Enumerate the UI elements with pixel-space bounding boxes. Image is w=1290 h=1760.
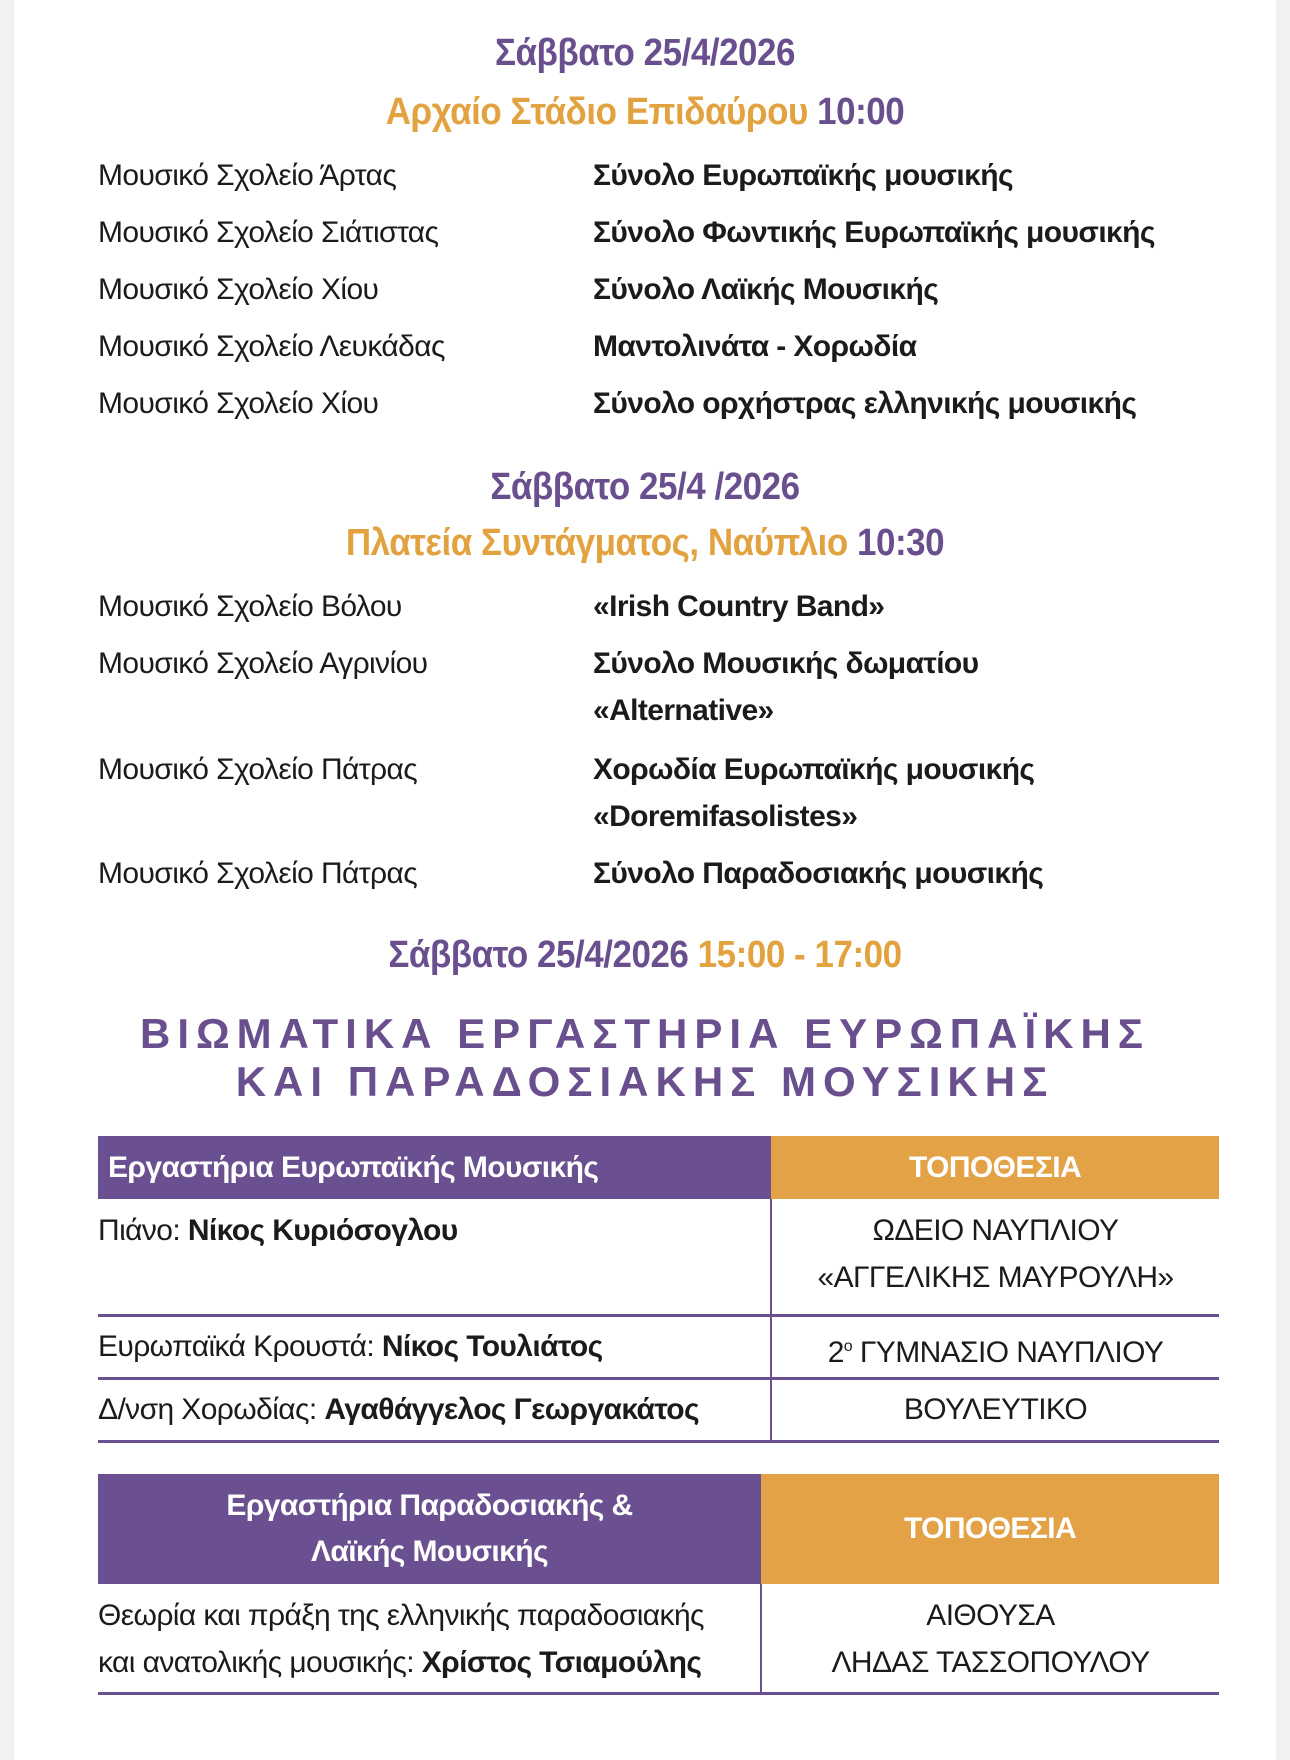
section3-time: 15:00 - 17:00 — [697, 934, 902, 976]
header-workshops — [98, 1474, 761, 1584]
school-name: Μουσικό Σχολείο Άρτας — [98, 159, 397, 192]
ensemble-name: Σύνολο Ευρωπαϊκής μουσικής — [593, 159, 1013, 192]
location-line1: ΓΥΜΝΑΣΙΟ ΝΑΥΠΛΙΟΥ — [859, 1336, 1164, 1369]
instructor-name: Νίκος Κυριόσογλου — [187, 1214, 458, 1247]
header-line2: Λαϊκής Μουσικής — [310, 1535, 549, 1568]
list-item — [98, 152, 1228, 202]
table-header — [98, 1474, 1219, 1584]
section3-date-line — [52, 934, 1239, 977]
ensemble-name: Σύνολο ορχήστρας ελληνικής μουσικής — [593, 387, 1137, 420]
section2-venue: Πλατεία Συντάγματος, Ναύπλιο — [345, 522, 848, 564]
list-item — [98, 640, 1228, 740]
location-line1: ΒΟΥΛΕΥΤΙΚΟ — [903, 1393, 1088, 1426]
workshop-label-line1: Θεωρία και πράξη της ελληνικής παραδοσιακής — [98, 1599, 704, 1632]
location-number: 2 — [827, 1336, 844, 1369]
section2-time: 10:30 — [856, 522, 945, 564]
list-item — [98, 850, 1228, 900]
workshops-heading-line1: ΒΙΩΜΑΤΙΚΑ ΕΡΓΑΣΤΗΡΙΑ ΕΥΡΩΠΑΪΚΗΣ — [140, 1010, 1150, 1057]
workshops-heading-line2: ΚΑΙ ΠΑΡΑΔΟΣΙΑΚΗΣ ΜΟΥΣΙΚΗΣ — [235, 1058, 1055, 1105]
school-name: Μουσικό Σχολείο Βόλου — [98, 590, 402, 623]
section3-date: Σάββατο 25/4/2026 — [388, 934, 689, 976]
location-line2: ΛΗΔΑΣ ΤΑΣΣΟΠΟΥΛΟΥ — [831, 1646, 1150, 1679]
section1-date: Σάββατο 25/4/2026 — [494, 32, 796, 74]
table-row — [98, 1584, 1219, 1694]
workshop-cell — [98, 1199, 771, 1316]
table-row — [98, 1316, 1219, 1379]
ensemble-name: «Irish Country Band» — [593, 590, 885, 623]
instructor-name: Αγαθάγγελος Γεωργακάτος — [324, 1393, 700, 1426]
table-header — [98, 1136, 1219, 1199]
section1-time: 10:00 — [817, 91, 905, 133]
instrument-label: Ευρωπαϊκά Κρουστά: — [98, 1330, 375, 1363]
section2-date: Σάββατο 25/4 /2026 — [490, 466, 800, 508]
workshop-cell — [98, 1584, 761, 1694]
school-name: Μουσικό Σχολείο Πάτρας — [98, 753, 418, 786]
school-name: Μουσικό Σχολείο Αγρινίου — [98, 647, 428, 680]
school-name: Μουσικό Σχολείο Πάτρας — [98, 857, 418, 890]
ensemble-subtitle: «Doremifasolistes» — [593, 800, 858, 833]
ensemble-name: Μαντολινάτα - Χορωδία — [593, 330, 917, 363]
ensemble-name: Σύνολο Λαϊκής Μουσικής — [593, 273, 939, 306]
ensemble-name: Χορωδία Ευρωπαϊκής μουσικής — [593, 753, 1035, 786]
table-row — [98, 1379, 1219, 1442]
list-item — [98, 209, 1228, 259]
header-workshops: Εργαστήρια Ευρωπαϊκής Μουσικής — [98, 1136, 771, 1199]
instructor-name: Χρίστος Τσιαμούλης — [421, 1646, 702, 1679]
workshop-label-line2: και ανατολικής μουσικής: — [98, 1646, 414, 1679]
location-cell — [771, 1199, 1219, 1316]
school-name: Μουσικό Σχολείο Χίου — [98, 273, 379, 306]
location-cell — [761, 1584, 1219, 1694]
list-item — [98, 746, 1228, 846]
traditional-workshops-table — [98, 1474, 1219, 1695]
header-location: ΤΟΠΟΘΕΣΙΑ — [771, 1136, 1219, 1199]
workshop-cell — [98, 1316, 771, 1379]
european-workshops-table — [98, 1136, 1219, 1443]
list-item — [98, 266, 1228, 316]
section1-venue-line — [52, 91, 1239, 134]
table-row — [98, 1199, 1219, 1316]
instrument-label: Δ/νση Χορωδίας: — [98, 1393, 317, 1426]
instrument-label: Πιάνο: — [98, 1214, 181, 1247]
school-name: Μουσικό Σχολείο Σιάτιστας — [98, 216, 439, 249]
location-line1: ΑΙΘΟΥΣΑ — [926, 1599, 1055, 1632]
section1-venue: Αρχαίο Στάδιο Επιδαύρου — [385, 91, 808, 133]
list-item — [98, 583, 1228, 633]
workshop-cell — [98, 1379, 771, 1442]
instructor-name: Νίκος Τουλιάτος — [381, 1330, 603, 1363]
ensemble-name: Σύνολο Φωντικής Ευρωπαϊκής μουσικής — [593, 216, 1155, 249]
list-item — [98, 380, 1228, 430]
location-cell — [771, 1379, 1219, 1442]
section2-venue-line — [52, 522, 1239, 565]
ensemble-name: Σύνολο Μουσικής δωματίου — [593, 647, 979, 680]
location-ordinal: ο — [843, 1338, 853, 1355]
location-cell — [771, 1316, 1219, 1379]
school-name: Μουσικό Σχολείο Λευκάδας — [98, 330, 445, 363]
school-name: Μουσικό Σχολείο Χίου — [98, 387, 379, 420]
list-item — [98, 323, 1228, 373]
location-line1: ΩΔΕΙΟ ΝΑΥΠΛΙΟΥ — [872, 1214, 1119, 1247]
ensemble-name: Σύνολο Παραδοσιακής μουσικής — [593, 857, 1044, 890]
location-line2: «ΑΓΓΕΛΙΚΗΣ ΜΑΥΡΟΥΛΗ» — [817, 1261, 1174, 1294]
ensemble-subtitle: «Alternative» — [593, 694, 774, 727]
header-line1: Εργαστήρια Παραδοσιακής & — [226, 1489, 633, 1522]
header-location: ΤΟΠΟΘΕΣΙΑ — [761, 1474, 1219, 1584]
